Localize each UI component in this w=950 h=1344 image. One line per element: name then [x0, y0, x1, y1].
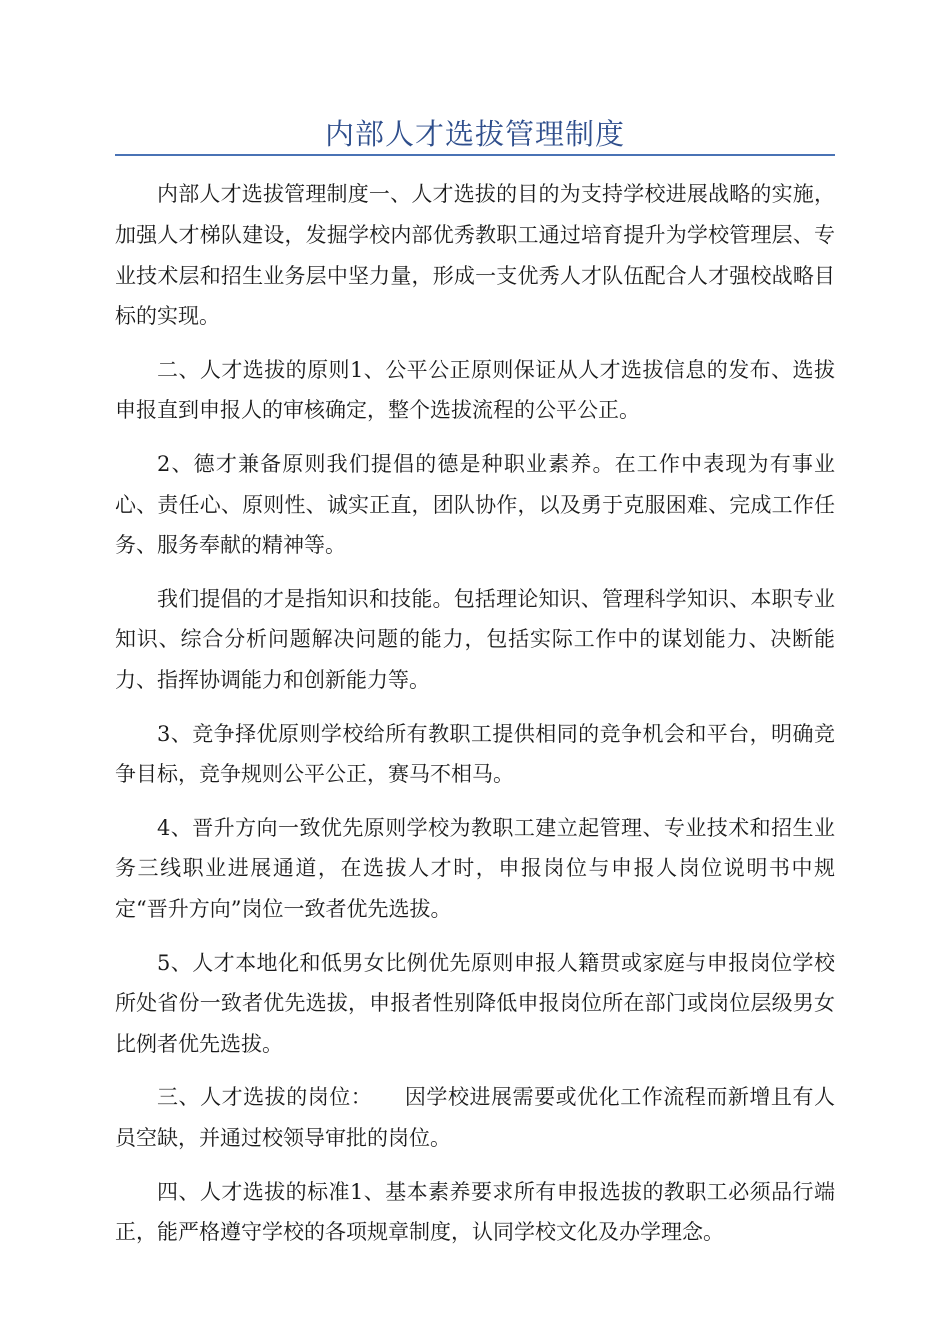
document-title: 内部人才选拔管理制度 — [324, 117, 625, 151]
document-body — [115, 174, 835, 1266]
paragraph-principle-virtue: 2、德才兼备原则我们提倡的德是种职业素养。在工作中表现为有事业心、责任心、原则性、诚实正直，团队协作，以及勇于克服困难、完成工作任务、服务奉献的精神等。 — [115, 451, 835, 558]
title-underline — [115, 154, 835, 156]
paragraph-principle-localization: 5、人才本地化和低男女比例优先原则申报人籍贯或家庭与申报岗位学校所处省份一致者优先选拔，申报者性别降低申报岗位所在部门或岗位层级男女比例者优先选拔。 — [115, 950, 835, 1057]
paragraph-principle-competition: 3、竞争择优原则学校给所有教职工提供相同的竞争机会和平台，明确竞争目标，竞争规则公平公正，赛马不相马。 — [115, 721, 835, 787]
paragraph-talent-definition: 我们提倡的才是指知识和技能。包括理论知识、管理科学知识、本职专业知识、综合分析问题解决问题的能力，包括实际工作中的谋划能力、决断能力、指挥协调能力和创新能力等。 — [115, 586, 835, 693]
paragraph-principle-fairness: 二、人才选拔的原则1、公平公正原则保证从人才选拔信息的发布、选拔申报直到申报人的审核确定，整个选拔流程的公平公正。 — [115, 357, 835, 423]
paragraph-principle-promotion: 4、晋升方向一致优先原则学校为教职工建立起管理、专业技术和招生业务三线职业进展通道，在选拔人才时，申报岗位与申报人岗位说明书中规定“晋升方向”岗位一致者优先选拔。 — [115, 815, 835, 922]
paragraph-standards: 四、人才选拔的标准1、基本素养要求所有申报选拔的教职工必须品行端正，能严格遵守学校的各项规章制度，认同学校文化及办学理念。 — [115, 1179, 835, 1245]
paragraph-purpose: 内部人才选拔管理制度一、人才选拔的目的为支持学校进展战略的实施，加强人才梯队建设，发掘学校内部优秀教职工通过培育提升为学校管理层、专业技术层和招生业务层中坚力量，形成一支优秀人才队伍配合人才强校战略目标的实现。 — [115, 182, 835, 329]
paragraph-positions: 三、人才选拔的岗位： 因学校进展需要或优化工作流程而新增且有人员空缺，并通过校领导审批的岗位。 — [115, 1085, 835, 1151]
